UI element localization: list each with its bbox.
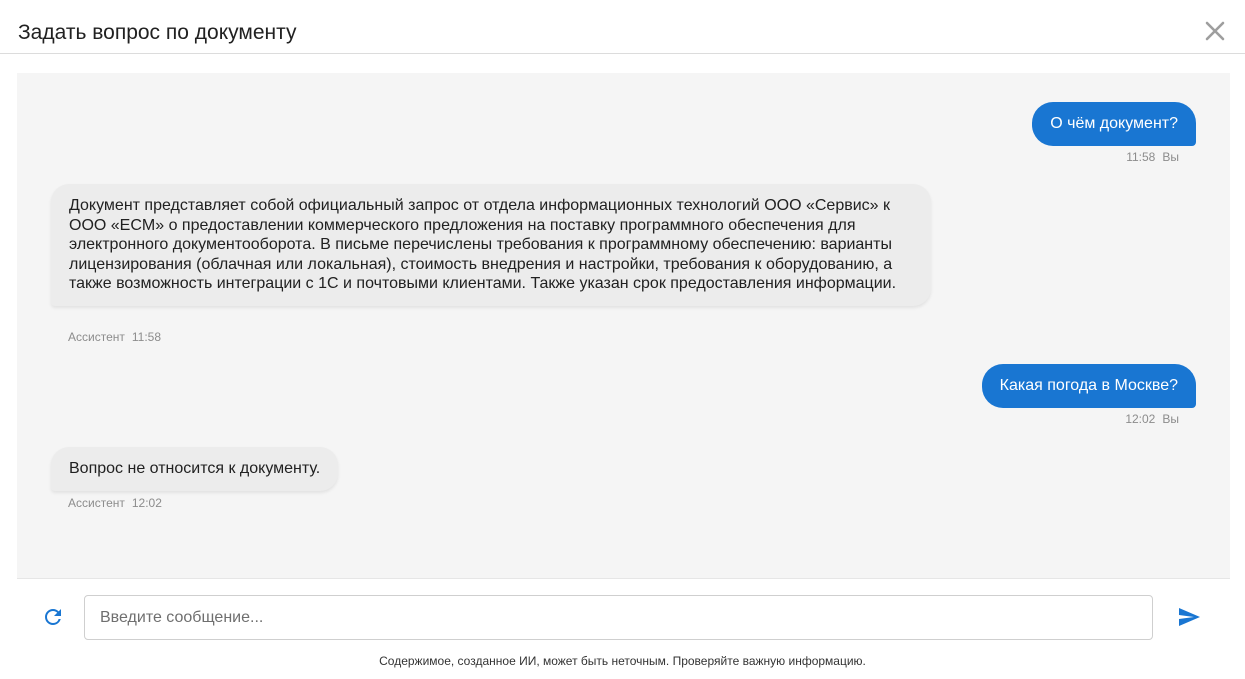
ai-disclaimer: Содержимое, созданное ИИ, может быть неточным. Проверяйте важную информацию.	[379, 654, 866, 668]
message-time: 11:58	[1126, 150, 1156, 164]
chat-area[interactable]	[17, 73, 1230, 579]
message-author: Вы	[1162, 412, 1179, 426]
message-time: 11:58	[131, 330, 162, 344]
message-time: 12:02	[1125, 412, 1156, 426]
refresh-button[interactable]	[41, 605, 65, 629]
refresh-icon	[41, 605, 65, 629]
message-author: Ассистент	[68, 496, 125, 510]
close-icon	[1203, 19, 1227, 43]
user-message: Какая погода в Москве?	[982, 364, 1196, 408]
close-button[interactable]	[1203, 19, 1227, 43]
assistant-message: Документ представляет собой официальный запрос от отдела информационных технологий ООО «Сервис» к ООО «ECM» о предоставлении коммерческого предложения на поставку программного обеспечения для электронного документооборота. В письме перечислены требования к программному обеспечению: варианты лицензирования (облачная или локальная), стоимость внедрения и настройки, требования к оборудованию, а также возможность интеграции с 1С и почтовыми клиентами. Также указан срок предоставления информации.	[51, 184, 931, 306]
message-input[interactable]	[84, 595, 1153, 640]
user-message: О чём документ?	[1032, 102, 1196, 146]
assistant-message: Вопрос не относится к документу.	[51, 447, 338, 491]
message-author: Ассистент	[68, 330, 125, 344]
message-meta	[1125, 412, 1179, 426]
message-meta	[68, 330, 161, 344]
message-author: Вы	[1162, 150, 1179, 164]
send-button[interactable]	[1176, 605, 1202, 629]
dialog-title: Задать вопрос по документу	[18, 21, 297, 44]
message-meta	[68, 496, 162, 510]
message-time: 12:02	[131, 496, 162, 510]
dialog-header	[0, 0, 1245, 54]
message-meta	[1126, 150, 1179, 164]
send-icon	[1176, 605, 1202, 629]
